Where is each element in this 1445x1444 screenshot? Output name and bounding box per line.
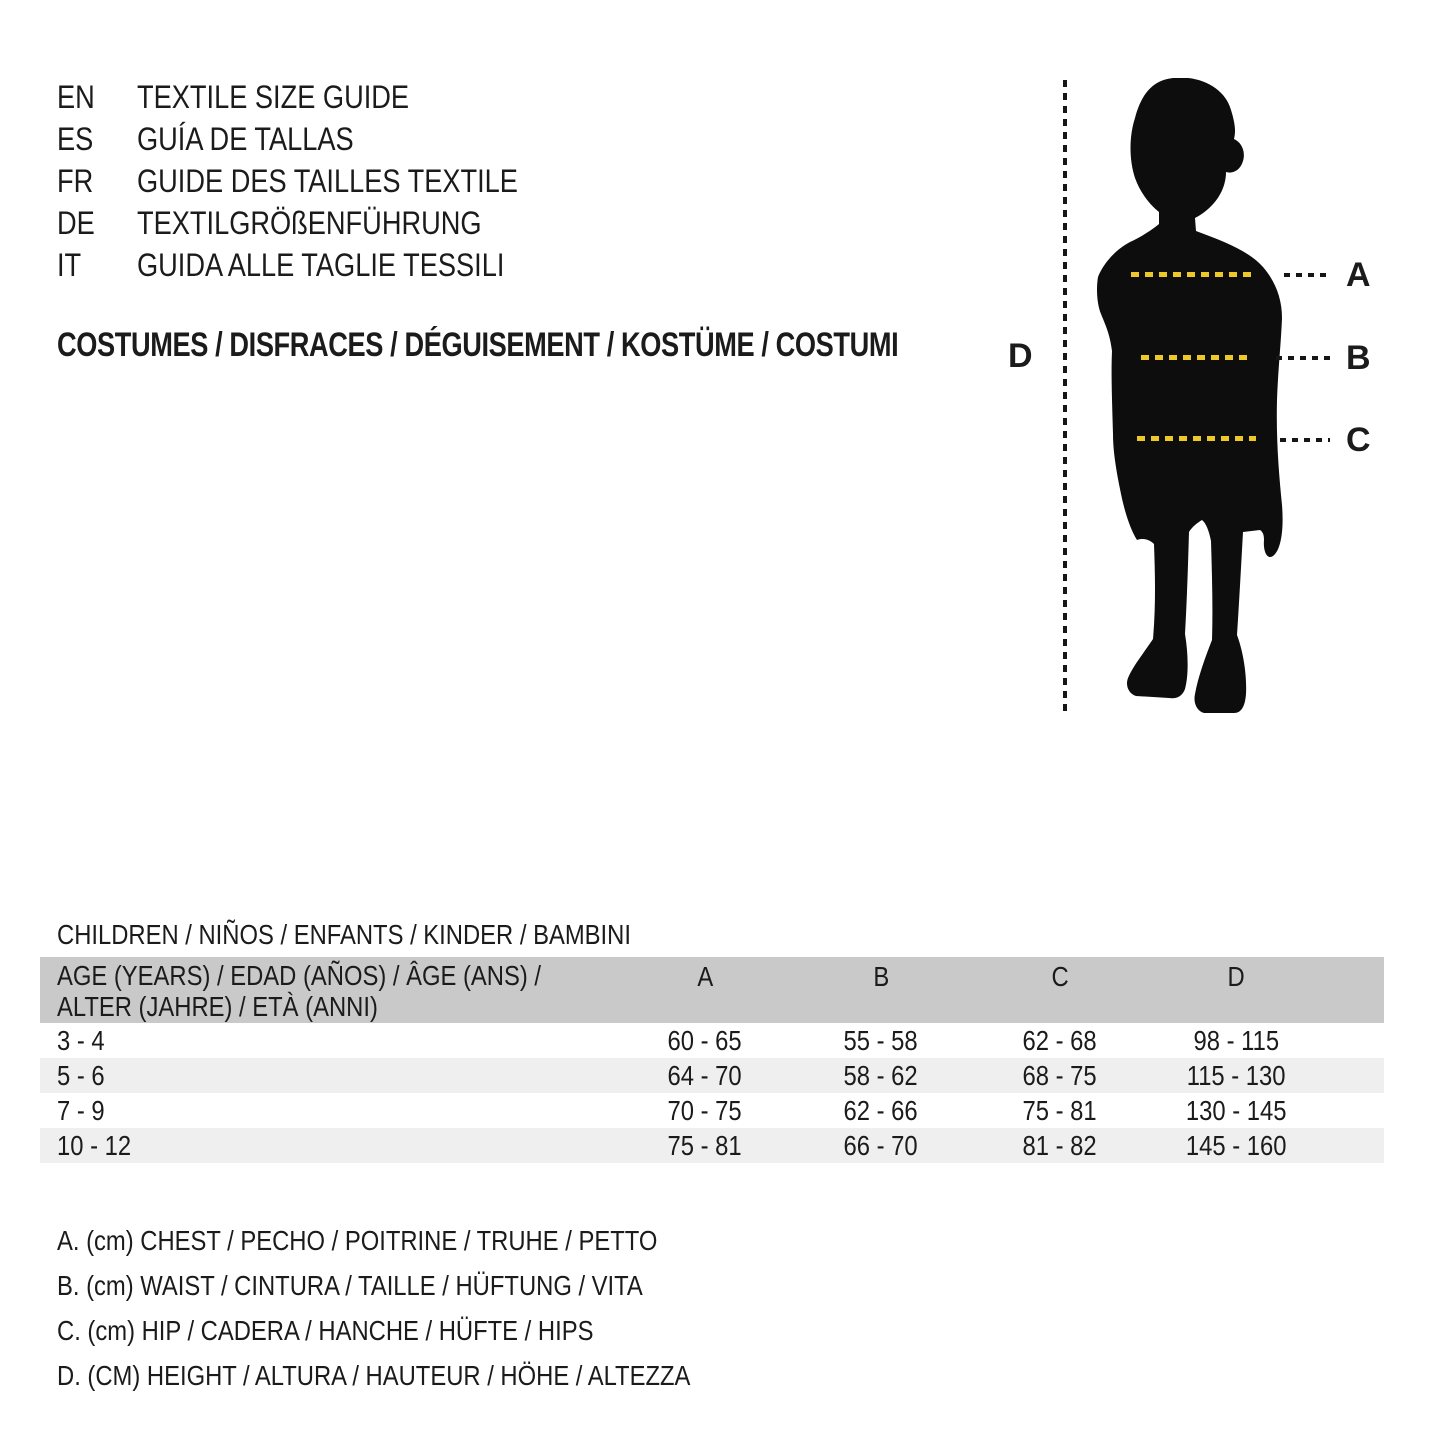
hip-leader-line xyxy=(1280,438,1330,442)
guide-title-en: TEXTILE SIZE GUIDE xyxy=(137,78,410,115)
hip-value: 75 - 81 xyxy=(1022,1095,1098,1126)
row-filler xyxy=(1321,1058,1384,1093)
waist-value: 66 - 70 xyxy=(843,1130,919,1161)
age-header-line2: ALTER (JAHRE) / ETÀ (ANNI) xyxy=(57,991,378,1022)
language-row-it xyxy=(57,244,585,286)
height-value: 98 - 115 xyxy=(1193,1025,1279,1056)
measure-legend xyxy=(57,1218,802,1398)
legend-chest: A. (cm) CHEST / PECHO / POITRINE / TRUHE / PETTO xyxy=(57,1225,658,1256)
row-filler xyxy=(1321,1023,1384,1058)
waist-value: 58 - 62 xyxy=(843,1060,919,1091)
waist-value: 62 - 66 xyxy=(843,1095,919,1126)
language-code: IT xyxy=(57,246,82,283)
guide-title-es: GUÍA DE TALLAS xyxy=(137,120,354,157)
table-row-3-4 xyxy=(40,1023,1384,1058)
chest-value: 60 - 65 xyxy=(667,1025,743,1056)
hip-measure-line xyxy=(1137,436,1256,441)
language-row-en xyxy=(57,76,585,118)
figure-label-b: B xyxy=(1346,339,1371,377)
guide-title-de: TEXTILGRÖßENFÜHRUNG xyxy=(137,204,482,241)
child-silhouette xyxy=(1085,78,1300,718)
row-filler xyxy=(1321,1128,1384,1163)
row-filler xyxy=(1321,1093,1384,1128)
language-code: ES xyxy=(57,120,94,157)
language-row-es xyxy=(57,118,585,160)
legend-waist: B. (cm) WAIST / CINTURA / TAILLE / HÜFTUNG / VITA xyxy=(57,1270,643,1301)
height-value: 130 - 145 xyxy=(1185,1095,1287,1126)
chest-value: 70 - 75 xyxy=(667,1095,743,1126)
figure-label-c: C xyxy=(1346,421,1371,459)
language-row-fr xyxy=(57,160,585,202)
guide-title-fr: GUIDE DES TAILLES TEXTILE xyxy=(137,162,518,199)
language-code: FR xyxy=(57,162,94,199)
header-filler xyxy=(1321,957,1384,1023)
waist-leader-line xyxy=(1276,356,1330,360)
column-header-a: A xyxy=(697,961,713,992)
language-row-de xyxy=(57,202,585,244)
hip-value: 81 - 82 xyxy=(1022,1130,1098,1161)
figure-label-a: A xyxy=(1346,256,1371,294)
chest-value: 75 - 81 xyxy=(667,1130,743,1161)
table-row-10-12 xyxy=(40,1128,1384,1163)
age-value: 7 - 9 xyxy=(57,1095,105,1126)
category-title: COSTUMES / DISFRACES / DÉGUISEMENT / KOSTÜME / COSTUMI xyxy=(57,326,899,364)
hip-value: 62 - 68 xyxy=(1022,1025,1098,1056)
table-row-5-6 xyxy=(40,1058,1384,1093)
height-value: 115 - 130 xyxy=(1186,1060,1286,1091)
legend-hip: C. (cm) HIP / CADERA / HANCHE / HÜFTE / HIPS xyxy=(57,1315,594,1346)
guide-title-it: GUIDA ALLE TAGLIE TESSILI xyxy=(137,246,505,283)
legend-height: D. (CM) HEIGHT / ALTURA / HAUTEUR / HÖHE / ALTEZZA xyxy=(57,1360,691,1391)
height-measure-dotted-line xyxy=(1063,80,1067,714)
figure-label-d: D xyxy=(1008,337,1033,375)
chest-leader-line xyxy=(1284,273,1330,277)
language-code: DE xyxy=(57,204,95,241)
age-value: 5 - 6 xyxy=(57,1060,105,1091)
column-header-d: D xyxy=(1227,961,1245,992)
height-value: 145 - 160 xyxy=(1185,1130,1287,1161)
chest-value: 64 - 70 xyxy=(667,1060,743,1091)
waist-measure-line xyxy=(1141,355,1252,360)
table-row-7-9 xyxy=(40,1093,1384,1128)
size-section-heading: CHILDREN / NIÑOS / ENFANTS / KINDER / BAMBINI xyxy=(57,919,631,950)
waist-value: 55 - 58 xyxy=(843,1025,919,1056)
column-header-b: B xyxy=(873,961,889,992)
table-header-row xyxy=(40,957,1384,1023)
age-header-cell xyxy=(40,957,617,1023)
column-header-c: C xyxy=(1051,961,1069,992)
age-header-line1: AGE (YEARS) / EDAD (AÑOS) / ÂGE (ANS) / xyxy=(57,960,542,991)
hip-value: 68 - 75 xyxy=(1022,1060,1098,1091)
age-value: 10 - 12 xyxy=(57,1130,132,1161)
language-title-block xyxy=(57,76,585,286)
chest-measure-line xyxy=(1131,272,1255,277)
language-code: EN xyxy=(57,78,95,115)
age-value: 3 - 4 xyxy=(57,1025,105,1056)
size-table xyxy=(40,957,1384,1163)
